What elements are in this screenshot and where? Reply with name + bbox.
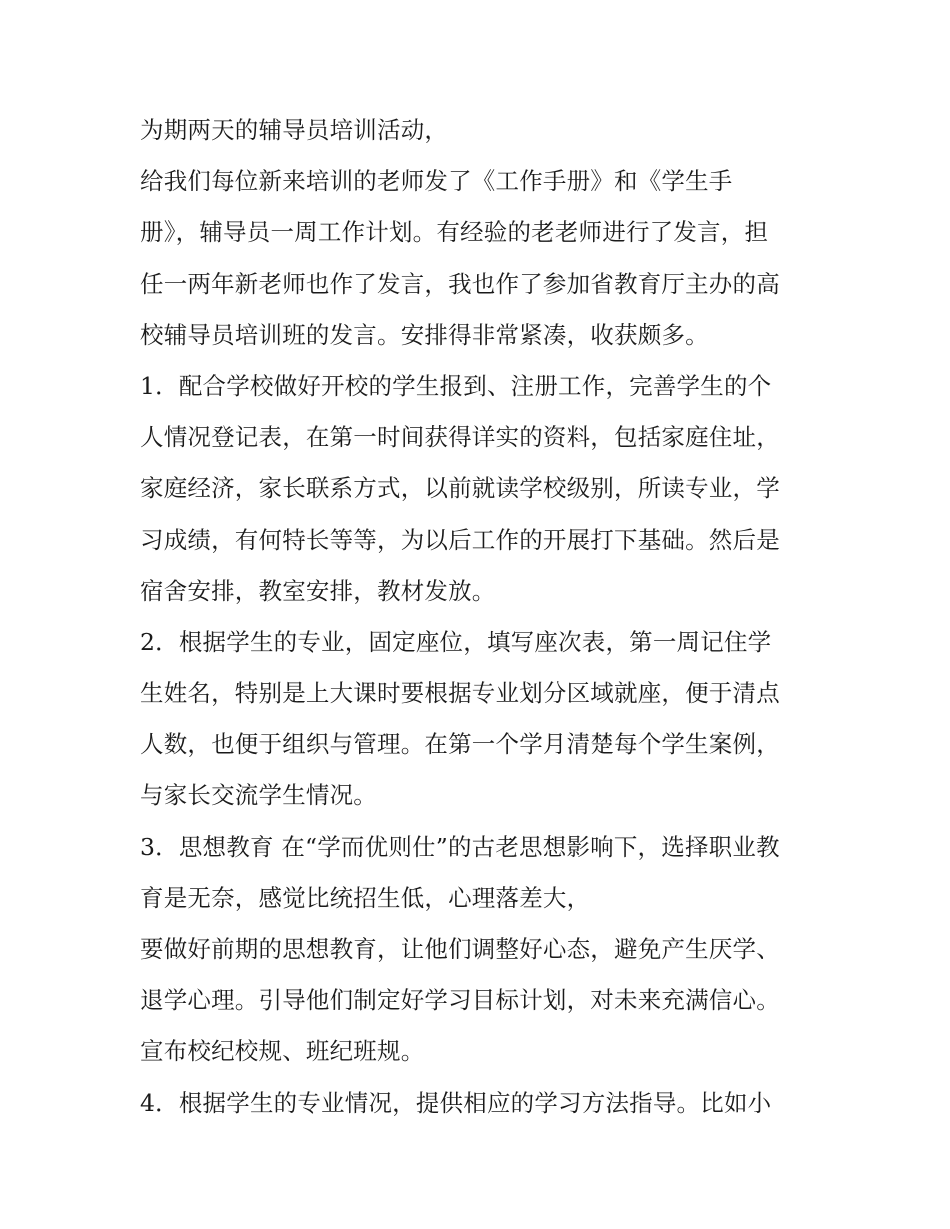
text-line: 人数，也便于组织与管理。在第一个学月清楚每个学生案例，: [140, 730, 780, 759]
text-line: 要做好前期的思想教育，让他们调整好心态，避免产生厌学、: [140, 935, 780, 963]
text-line: 任一两年新老师也作了发言，我也作了参加省教育厅主办的高: [140, 269, 780, 298]
text-line: 育是无奈，感觉比统招生低，心理落差大，: [140, 883, 591, 912]
text-line: 给我们每位新来培训的老师发了《工作手册》和《学生手: [140, 167, 733, 196]
list-item-4-line: 4．根据学生的专业情况，提供相应的学习方法指导。比如小: [140, 1088, 772, 1117]
text-line: 为期两天的辅导员培训活动，: [140, 116, 449, 144]
list-item-1-line: 1．配合学校做好开校的学生报到、注册工作，完善学生的个: [140, 371, 772, 400]
text-line: 册》，辅导员一周工作计划。有经验的老老师进行了发言，担: [140, 218, 769, 247]
text-line: 校辅导员培训班的发言。安排得非常紧凑，收获颇多。: [140, 320, 709, 349]
list-item-3-line: 3．思想教育 在“学而优则仕”的古老思想影响下，选择职业教: [140, 832, 780, 861]
text-line: 退学心理。引导他们制定好学习目标计划，对未来充满信心。: [140, 986, 780, 1015]
text-line: 习成绩，有何特长等等，为以后工作的开展打下基础。然后是: [140, 525, 780, 554]
text-line: 家庭经济，家长联系方式，以前就读学校级别，所读专业，学: [140, 474, 780, 503]
document-body: [140, 105, 830, 1129]
text-line: 宿舍安排，教室安排，教材发放。: [140, 576, 496, 605]
text-line: 生姓名，特别是上大课时要根据专业划分区域就座，便于清点: [140, 679, 780, 708]
text-line: 人情况登记表，在第一时间获得详实的资料，包括家庭住址，: [140, 423, 780, 452]
list-item-2-line: 2．根据学生的专业，固定座位，填写座次表，第一周记住学: [140, 627, 772, 656]
text-line: 宣布校纪校规、班纪班规。: [140, 1037, 425, 1066]
text-line: 与家长交流学生情况。: [140, 781, 377, 810]
